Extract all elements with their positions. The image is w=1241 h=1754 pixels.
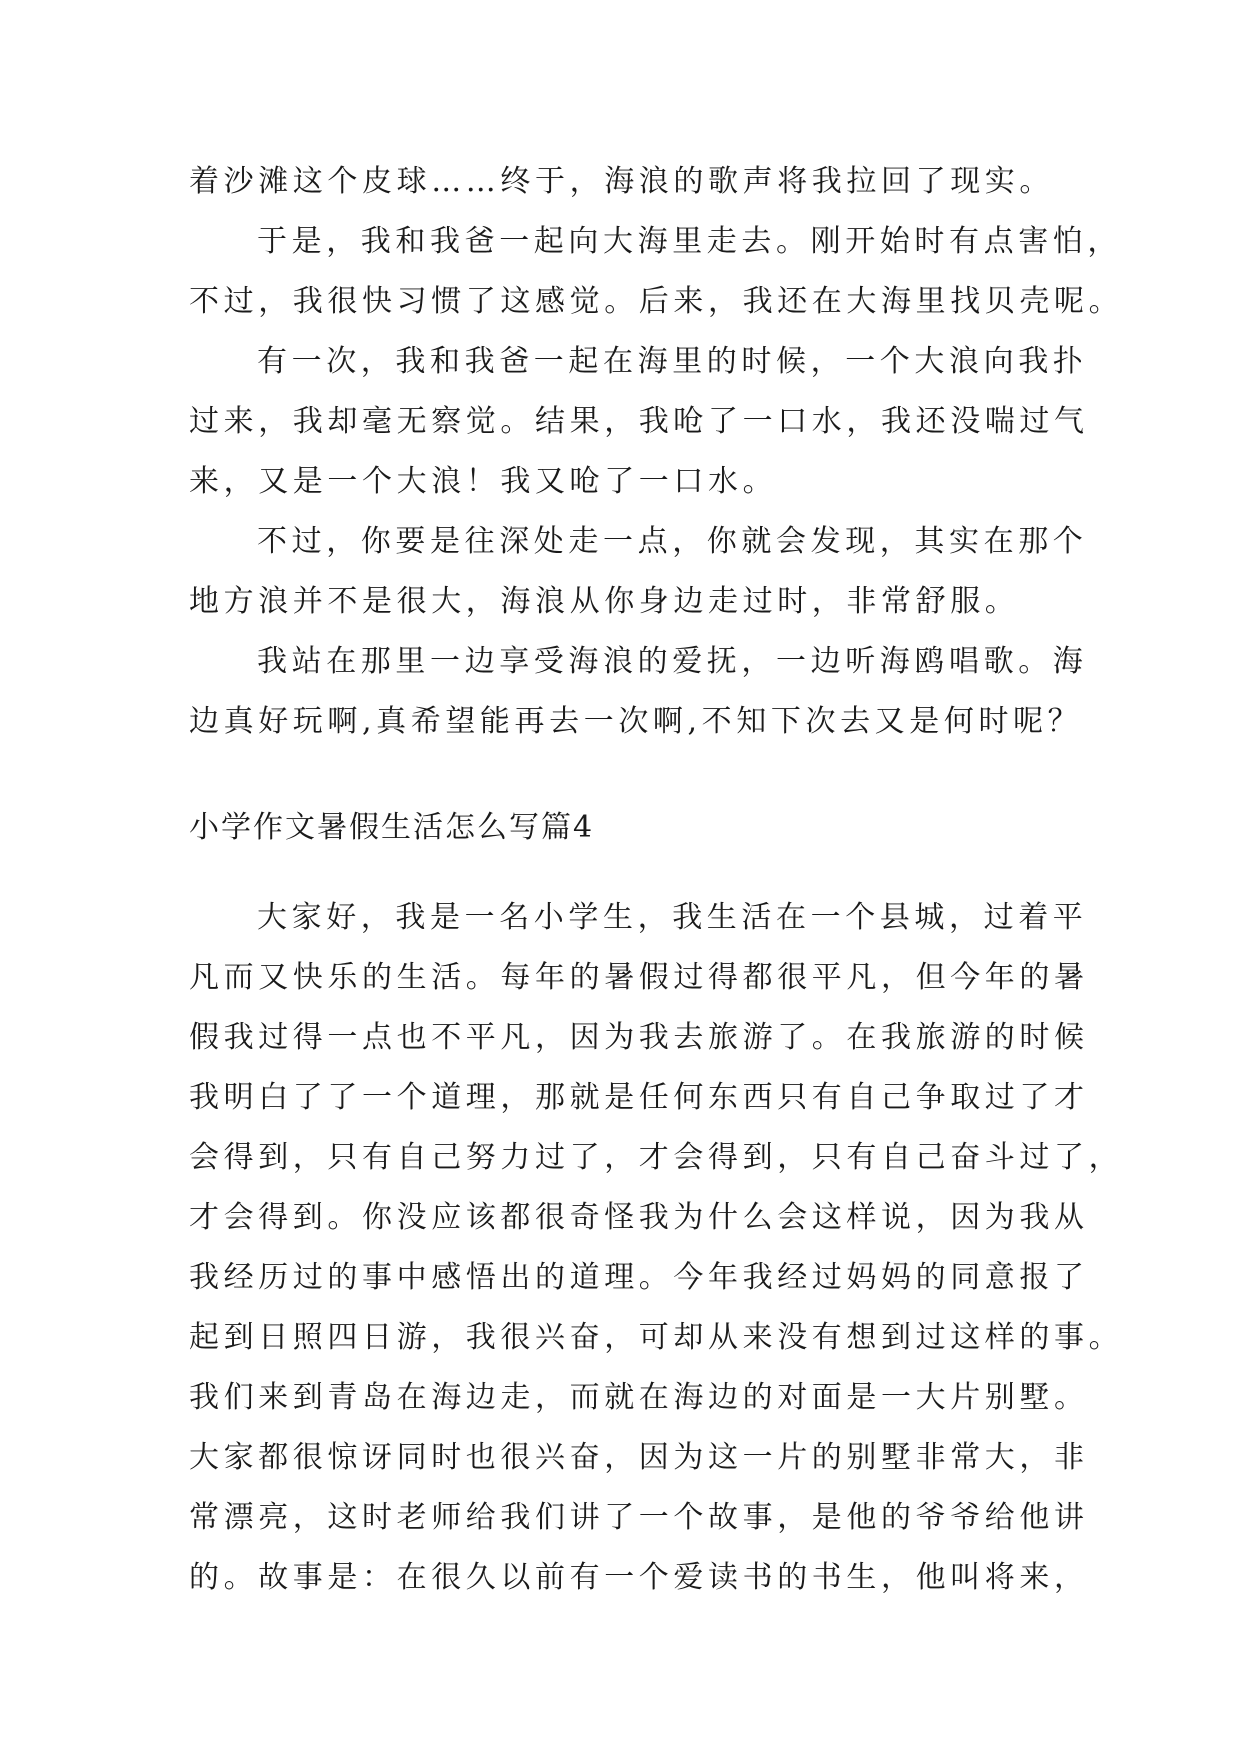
- paragraph-line: 我们来到青岛在海边走，而就在海边的对面是一大片别墅。: [189, 1380, 1089, 1415]
- paragraph-line: 大家都很惊讶同时也很兴奋，因为这一片的别墅非常大，非: [189, 1440, 1089, 1475]
- paragraph-line: 常漂亮，这时老师给我们讲了一个故事，是他的爷爷给他讲: [189, 1500, 1089, 1535]
- paragraph-line: 我明白了了一个道理，那就是任何东西只有自己争取过了才: [189, 1080, 1089, 1115]
- paragraph-line: 不过，你要是往深处走一点，你就会发现，其实在那个: [257, 524, 1088, 559]
- paragraph-line: 地方浪并不是很大，海浪从你身边走过时，非常舒服。: [189, 584, 1020, 619]
- paragraph-line: 我站在那里一边享受海浪的爱抚，一边听海鸥唱歌。海: [257, 644, 1088, 679]
- paragraph-line: 过来，我却毫无察觉。结果，我呛了一口水，我还没喘过气: [189, 404, 1089, 439]
- paragraph-line: 的。故事是：在很久以前有一个爱读书的书生，他叫将来，: [189, 1560, 1089, 1595]
- document-page: [189, 152, 1124, 1608]
- paragraph-line: 来，又是一个大浪！我又呛了一口水。: [189, 464, 778, 499]
- paragraph-line: 大家好，我是一名小学生，我生活在一个县城，过着平: [257, 900, 1088, 935]
- paragraph-line: 起到日照四日游，我很兴奋，可却从来没有想到过这样的事。: [189, 1320, 1124, 1355]
- paragraph-line: 假我过得一点也不平凡，因为我去旅游了。在我旅游的时候: [189, 1020, 1089, 1055]
- paragraph-line: 于是，我和我爸一起向大海里走去。刚开始时有点害怕，: [257, 224, 1122, 259]
- paragraph-line: 不过，我很快习惯了这感觉。后来，我还在大海里找贝壳呢。: [189, 284, 1124, 319]
- paragraph-line: 我经历过的事中感悟出的道理。今年我经过妈妈的同意报了: [189, 1260, 1089, 1295]
- paragraph-line: 才会得到。你没应该都很奇怪我为什么会这样说，因为我从: [189, 1200, 1089, 1235]
- paragraph-line: 会得到，只有自己努力过了，才会得到，只有自己奋斗过了，: [189, 1140, 1124, 1175]
- paragraph-line: 边真好玩啊,真希望能再去一次啊,不知下次去又是何时呢？: [189, 704, 1083, 739]
- paragraph-line: 着沙滩这个皮球……终于，海浪的歌声将我拉回了现实。: [189, 164, 1054, 199]
- paragraph-line: 凡而又快乐的生活。每年的暑假过得都很平凡，但今年的暑: [189, 960, 1089, 995]
- section-heading: 小学作文暑假生活怎么写篇4: [189, 810, 595, 845]
- paragraph-line: 有一次，我和我爸一起在海里的时候，一个大浪向我扑: [257, 344, 1088, 379]
